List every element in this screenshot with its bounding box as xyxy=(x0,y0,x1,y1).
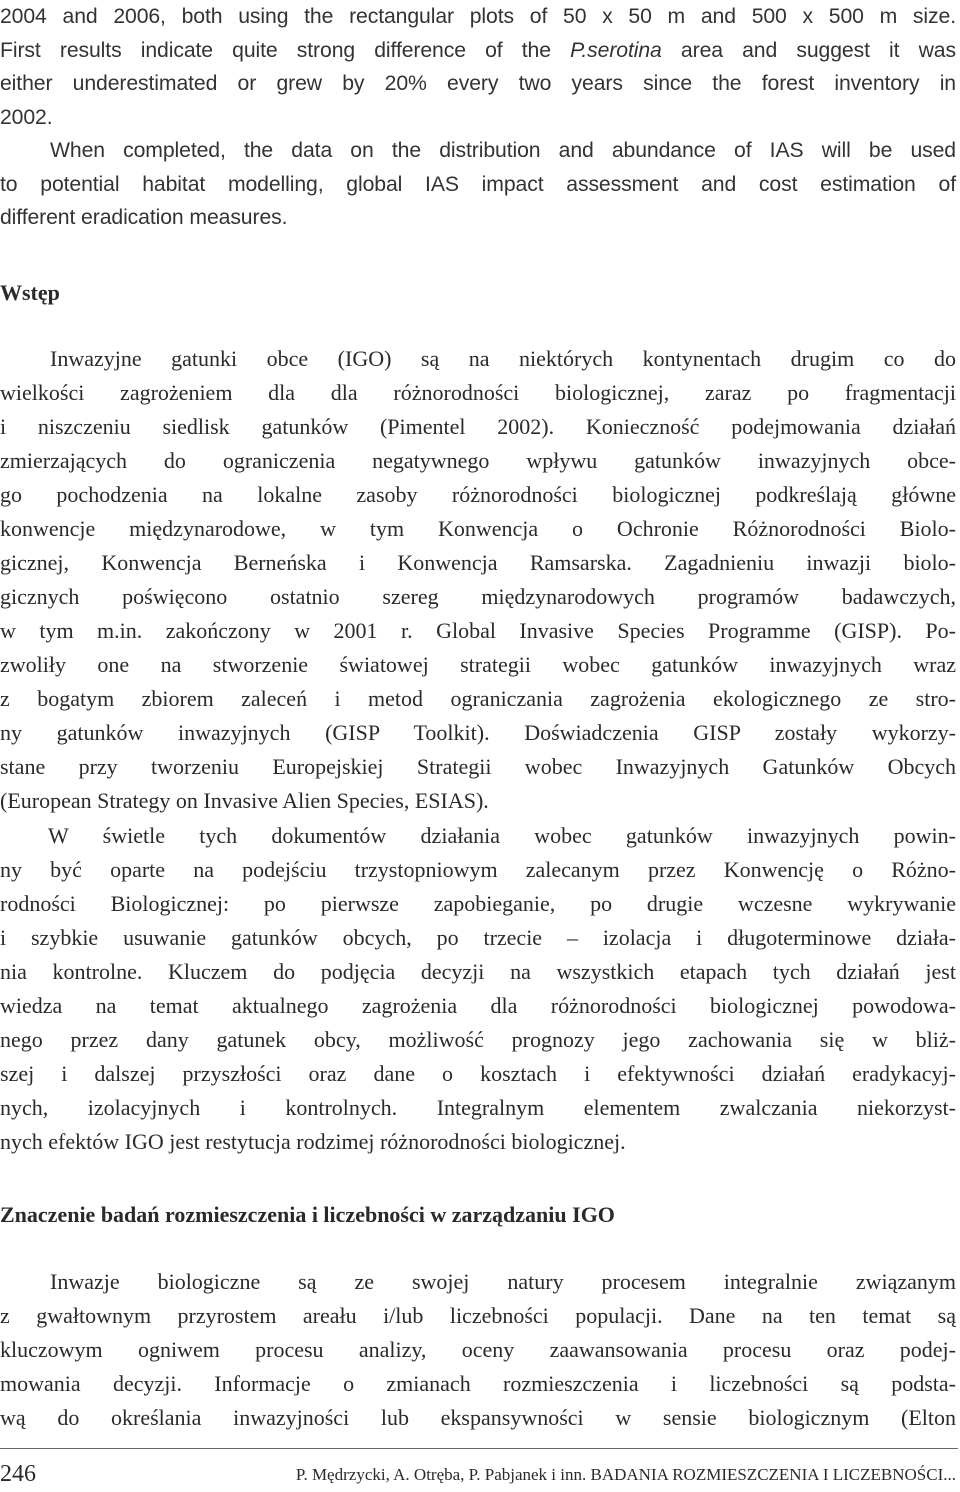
paragraph-line: ny gatunków inwazyjnych (GISP Toolkit). Doświadczenia GISP zostały wykorzy- xyxy=(0,720,956,745)
abstract-line: First results indicate quite strong difference of the P.serotina area and suggest it was xyxy=(0,38,956,62)
paragraph-line: z gwałtownym przyrostem areału i/lub liczebności populacji. Dane na ten temat są xyxy=(0,1303,956,1328)
section-heading-wstep: Wstęp xyxy=(0,280,60,305)
paragraph-line: wą do określania inwazyjności lub ekspansywności w sensie biologicznym (Elton xyxy=(0,1405,956,1430)
paragraph-line: nia kontrolne. Kluczem do podjęcia decyzji na wszystkich etapach tych działań jest xyxy=(0,959,956,984)
page-number: 246 xyxy=(0,1461,36,1487)
abstract-line: When completed, the data on the distribution and abundance of IAS will be used xyxy=(50,139,956,162)
abstract-line: different eradication measures. xyxy=(0,206,288,229)
paragraph-intro xyxy=(0,342,956,818)
abstract-line: to potential habitat modelling, global IAS impact assessment and cost estimation of xyxy=(0,172,956,196)
paragraph-strategy xyxy=(0,819,956,1159)
paragraph-line: rodności Biologicznej: po pierwsze zapobieganie, po drugie wczesne wykrywanie xyxy=(0,891,956,916)
paragraph-line: ny być oparte na podejściu trzystopniowym zalecanym przez Konwencję o Różno- xyxy=(0,857,956,882)
page-footer xyxy=(0,1460,958,1488)
paragraph-line: W świetle tych dokumentów działania wobec gatunków inwazyjnych powin- xyxy=(48,823,956,848)
paragraph-invasions xyxy=(0,1265,956,1435)
paragraph-line: stane przy tworzeniu Europejskiej Strategii wobec Inwazyjnych Gatunków Obcych xyxy=(0,754,956,779)
paragraph-line: w tym m.in. zakończony w 2001 r. Global Invasive Species Programme (GISP). Po- xyxy=(0,618,956,643)
paragraph-line: i niszczeniu siedlisk gatunków (Pimentel 2002). Konieczność podejmowania działań xyxy=(0,414,956,439)
paragraph-line: Inwazyjne gatunki obce (IGO) są na niektórych kontynentach drugim co do xyxy=(50,346,956,371)
paragraph-line: kluczowym ogniwem procesu analizy, oceny zaawansowania procesu oraz podej- xyxy=(0,1337,956,1362)
paragraph-line: Inwazje biologiczne są ze swojej natury procesem integralnie związanym xyxy=(50,1269,956,1294)
paragraph-line: zwoliły one na stworzenie światowej strategii wobec gatunków inwazyjnych wraz xyxy=(0,652,956,677)
paragraph-line: nego przez dany gatunek obcy, możliwość prognozy jego zachowania się w bliż- xyxy=(0,1027,956,1052)
paragraph-line: gicznej, Konwencja Berneńska i Konwencja Ramsarska. Zagadnieniu inwazji biolo- xyxy=(0,550,956,575)
paragraph-line: z bogatym zbiorem zaleceń i metod ograniczania zagrożenia ekologicznego ze stro- xyxy=(0,686,956,711)
paragraph-line: gicznych poświęcono ostatnio szereg międzynarodowych programów badawczych, xyxy=(0,584,956,609)
abstract-block xyxy=(0,0,956,235)
abstract-line: 2002. xyxy=(0,105,53,129)
running-head: P. Mędrzycki, A. Otręba, P. Pabjanek i inn. BADANIA ROZMIESZCZENIA I LICZEBNOŚCI... xyxy=(295,1465,956,1484)
abstract-line: 2004 and 2006, both using the rectangular plots of 50 x 50 m and 500 x 500 m size. xyxy=(0,5,956,28)
paragraph-line: wielkości zagrożeniem dla dla różnorodności biologicznej, zaraz po fragmentacji xyxy=(0,380,956,405)
paragraph-line: zmierzających do ograniczenia negatywnego wpływu gatunków inwazyjnych obce- xyxy=(0,448,956,473)
paragraph-line: mowania decyzji. Informacje o zmianach rozmieszczenia i liczebności są podsta- xyxy=(0,1371,956,1396)
section-heading-znaczenie: Znaczenie badań rozmieszczenia i liczebności w zarządzaniu IGO xyxy=(0,1202,615,1227)
abstract-line: either underestimated or grew by 20% every two years since the forest inventory in xyxy=(0,72,956,95)
species-name: P.serotina xyxy=(570,38,662,62)
paragraph-line: wiedza na temat aktualnego zagrożenia dla różnorodności biologicznej powodowa- xyxy=(0,993,956,1018)
paragraph-line: nych, izolacyjnych i kontrolnych. Integralnym elementem zwalczania niekorzyst- xyxy=(0,1095,956,1120)
paragraph-line: go pochodzenia na lokalne zasoby różnorodności biologicznej podkreślają główne xyxy=(0,482,956,507)
paragraph-line: nych efektów IGO jest restytucja rodzimej różnorodności biologicznej. xyxy=(0,1129,626,1154)
footer-divider xyxy=(0,1448,958,1449)
paragraph-line: i szybkie usuwanie gatunków obcych, po trzecie – izolacja i długoterminowe działa- xyxy=(0,925,956,950)
paragraph-line: (European Strategy on Invasive Alien Species, ESIAS). xyxy=(0,788,489,813)
paragraph-line: konwencje międzynarodowe, w tym Konwencja o Ochronie Różnorodności Biolo- xyxy=(0,516,956,541)
paragraph-line: szej i dalszej przyszłości oraz dane o kosztach i efektywności działań eradykacyj- xyxy=(0,1061,956,1086)
